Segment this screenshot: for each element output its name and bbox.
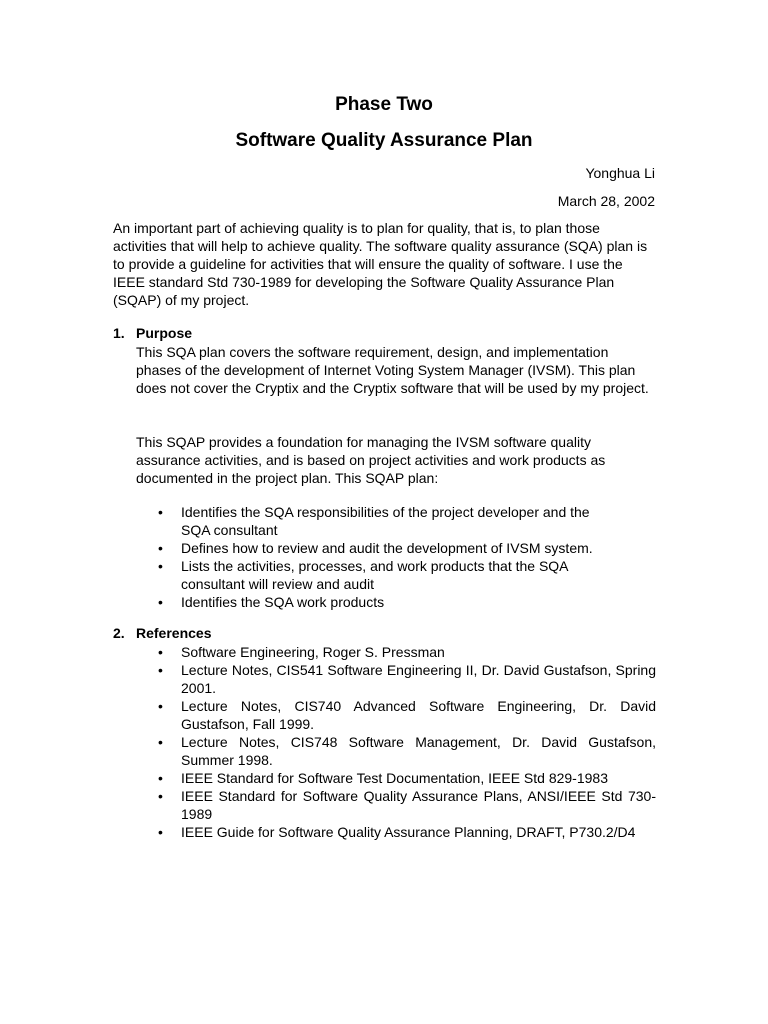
bullet-icon: • xyxy=(158,698,163,714)
list-item-text: Identifies the SQA responsibilities of the project developer and the SQA consultant xyxy=(181,504,590,538)
purpose-paragraph: This SQAP provides a foundation for managing the IVSM software quality assurance activities, and is based on project activities and work products as documented in the project plan. This SQAP plan: xyxy=(136,434,606,486)
reference-item xyxy=(136,697,656,733)
reference-item xyxy=(136,823,656,841)
section-heading-references xyxy=(113,624,212,642)
section-heading-purpose xyxy=(113,324,192,342)
bullet-icon: • xyxy=(158,824,163,840)
document-title: Phase Two xyxy=(335,94,433,115)
purpose-paragraph: This SQA plan covers the software requirement, design, and implementation phases of the development of Internet Voting System Manager (IVSM). This plan does not cover the Cryptix and the Cryptix software that will be used by my project. xyxy=(136,344,649,396)
list-item xyxy=(136,593,616,611)
reference-text: IEEE Standard for Software Quality Assurance Plans, ANSI/IEEE Std 730-1989 xyxy=(181,788,656,822)
reference-text: IEEE Guide for Software Quality Assurance Planning, DRAFT, P730.2/D4 xyxy=(181,824,636,840)
bullet-icon: • xyxy=(158,770,163,786)
references-list xyxy=(136,643,656,841)
intro-paragraph: An important part of achieving quality is to plan for quality, that is, to plan those activities that will help to achieve quality. The software quality assurance (SQA) plan is to provide a guideline for activities that will ensure the quality of software. I use the IEEE standard Std 730-1989 for developing the Software Quality Assurance Plan (SQAP) of my project. xyxy=(113,220,648,308)
section-title: References xyxy=(136,625,212,641)
reference-item xyxy=(136,661,656,697)
bullet-icon: • xyxy=(158,734,163,750)
document-subtitle: Software Quality Assurance Plan xyxy=(235,130,533,151)
section-number: 1. xyxy=(113,325,125,341)
bullet-icon: • xyxy=(158,662,163,678)
reference-text: Lecture Notes, CIS748 Software Management, Dr. David Gustafson, Summer 1998. xyxy=(181,734,656,768)
reference-item xyxy=(136,733,656,769)
bullet-icon: • xyxy=(158,644,163,660)
list-item-text: Lists the activities, processes, and work products that the SQA consultant will review and audit xyxy=(181,558,568,592)
list-item xyxy=(136,539,616,557)
author-name: Yonghua Li xyxy=(585,165,655,181)
bullet-icon: • xyxy=(158,540,163,556)
bullet-icon: • xyxy=(158,788,163,804)
document-date: March 28, 2002 xyxy=(557,193,655,209)
reference-text: Lecture Notes, CIS740 Advanced Software Engineering, Dr. David Gustafson, Fall 1999. xyxy=(181,698,656,732)
sqap-plan-list xyxy=(136,503,616,611)
list-item xyxy=(136,557,616,593)
reference-item xyxy=(136,787,656,823)
reference-text: Software Engineering, Roger S. Pressman xyxy=(181,644,445,660)
reference-item xyxy=(136,769,656,787)
bullet-icon: • xyxy=(158,504,163,520)
list-item xyxy=(136,503,616,539)
bullet-icon: • xyxy=(158,594,163,610)
section-number: 2. xyxy=(113,625,125,641)
list-item-text: Defines how to review and audit the development of IVSM system. xyxy=(181,540,593,556)
reference-text: IEEE Standard for Software Test Documentation, IEEE Std 829-1983 xyxy=(181,770,608,786)
reference-text: Lecture Notes, CIS541 Software Engineering II, Dr. David Gustafson, Spring 2001. xyxy=(181,662,656,696)
list-item-text: Identifies the SQA work products xyxy=(181,594,385,610)
reference-item xyxy=(136,643,656,661)
bullet-icon: • xyxy=(158,558,163,574)
section-title: Purpose xyxy=(136,325,193,341)
